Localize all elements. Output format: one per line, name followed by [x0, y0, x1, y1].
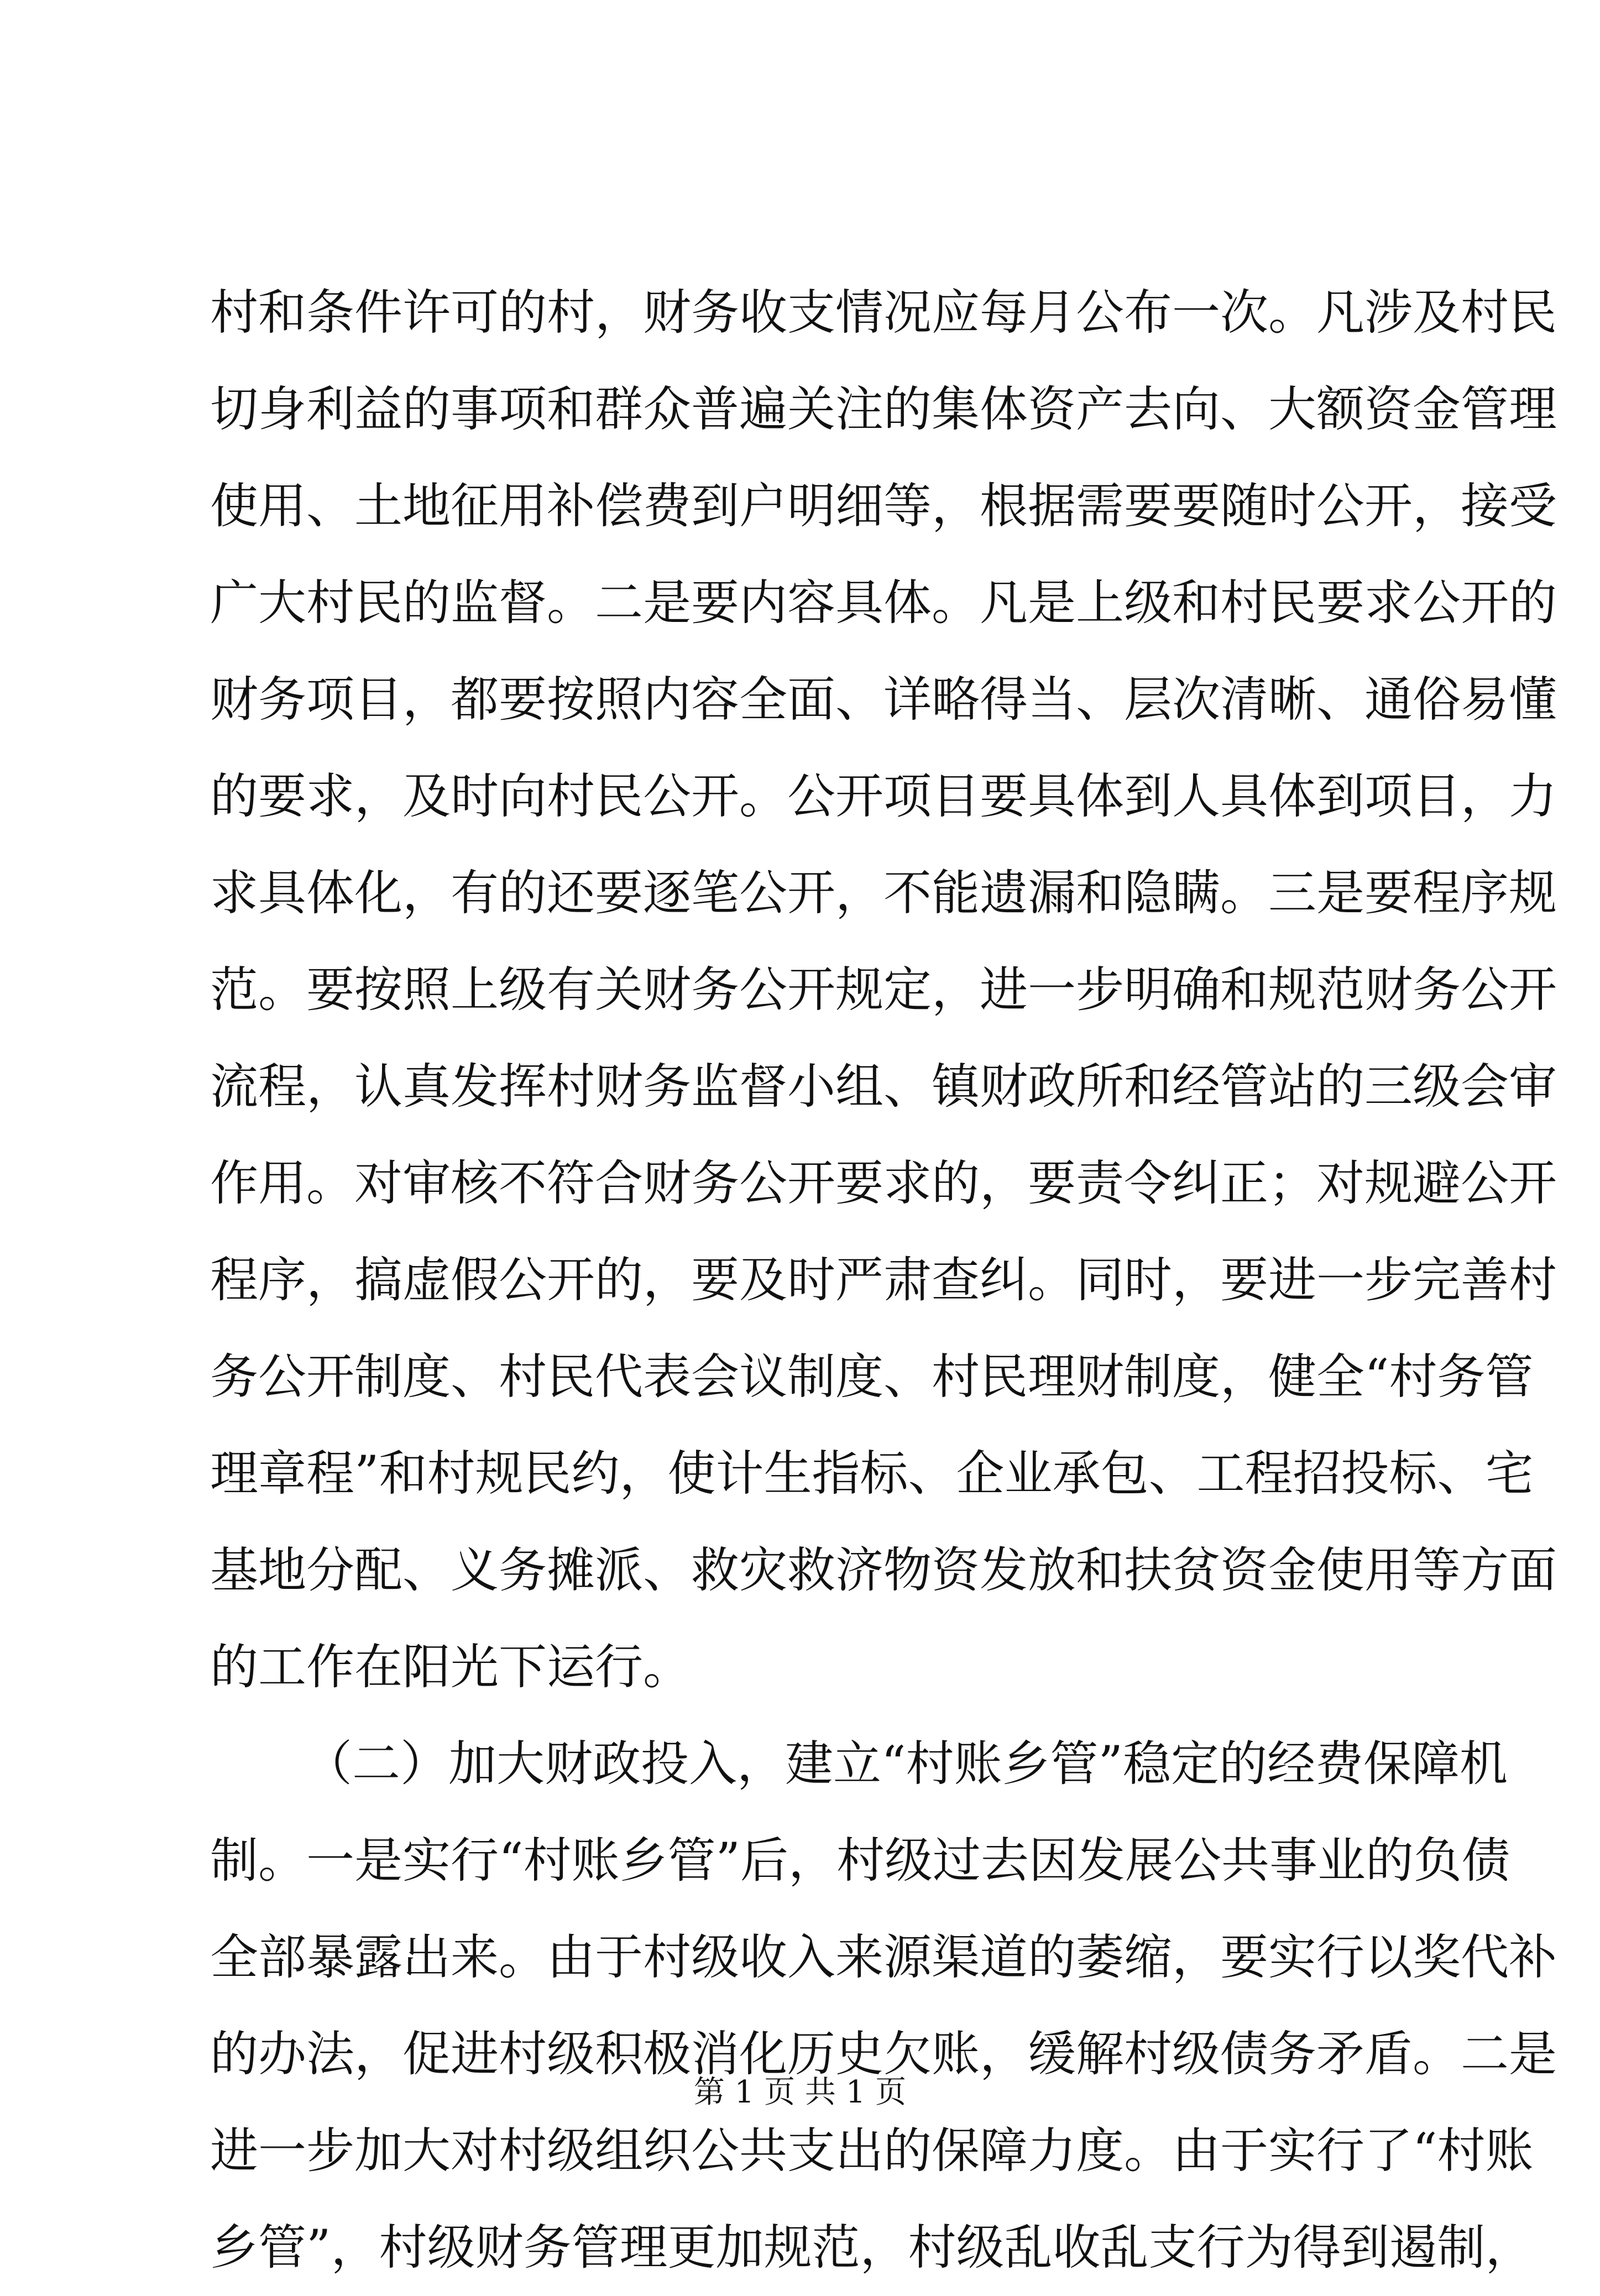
text-line: 作用。对审核不符合财务公开要求的，要责令纠正；对规避公开 — [210, 1155, 1557, 1211]
text-line: 的要求，及时向村民公开。公开项目要具体到人具体到项目，力 — [210, 768, 1557, 824]
text-line: 范。要按照上级有关财务公开规定，进一步明确和规范财务公开 — [210, 961, 1557, 1018]
text-line: 切身利益的事项和群众普遍关注的集体资产去向、大额资金管理 — [210, 381, 1557, 437]
text-line: 务公开制度、村民代表会议制度、村民理财制度，健全“村务管 — [210, 1348, 1534, 1405]
text-line: 基地分配、义务摊派、救灾救济物资发放和扶贫资金使用等方面 — [210, 1542, 1557, 1598]
text-line: 全部暴露出来。由于村级收入来源渠道的萎缩，要实行以奖代补 — [210, 1929, 1557, 1985]
text-line: 流程，认真发挥村财务监督小组、镇财政所和经管站的三级会审 — [210, 1058, 1557, 1115]
text-line: 求具体化，有的还要逐笔公开，不能遗漏和隐瞒。三是要程序规 — [210, 865, 1557, 921]
page-footer: 第 1 页 共 1 页 — [693, 2074, 907, 2110]
text-line: 财务项目，都要按照内容全面、详略得当、层次清晰、通俗易懂 — [210, 671, 1557, 728]
text-line: 广大村民的监督。二是要内容具体。凡是上级和村民要求公开的 — [210, 574, 1557, 631]
body-text — [210, 264, 1557, 2296]
text-line: 使用、土地征用补偿费到户明细等，根据需要要随时公开，接受 — [210, 478, 1557, 534]
text-line: 程序，搞虚假公开的，要及时严肃查纠。同时，要进一步完善村 — [210, 1252, 1557, 1308]
text-line: 理章程”和村规民约，使计生指标、企业承包、工程招投标、宅 — [210, 1445, 1534, 1502]
text-line: 的办法，促进村级积极消化历史欠账，缓解村级债务矛盾。二是 — [210, 2026, 1557, 2082]
text-line: 制。一是实行“村账乡管”后，村级过去因发展公共事业的负债 — [210, 1832, 1510, 1889]
text-line: 村和条件许可的村，财务收支情况应每月公布一次。凡涉及村民 — [210, 284, 1557, 341]
text-line: 的工作在阳光下运行。 — [210, 1639, 691, 1695]
text-line: 进一步加大对村级组织公共支出的保障力度。由于实行了“村账 — [210, 2122, 1534, 2179]
section-heading-line: （二）加大财政投入，建立“村账乡管”稳定的经费保障机 — [304, 1735, 1508, 1792]
text-line: 乡管”，村级财务管理更加规范，村级乱收乱支行为得到遏制， — [210, 2219, 1534, 2276]
